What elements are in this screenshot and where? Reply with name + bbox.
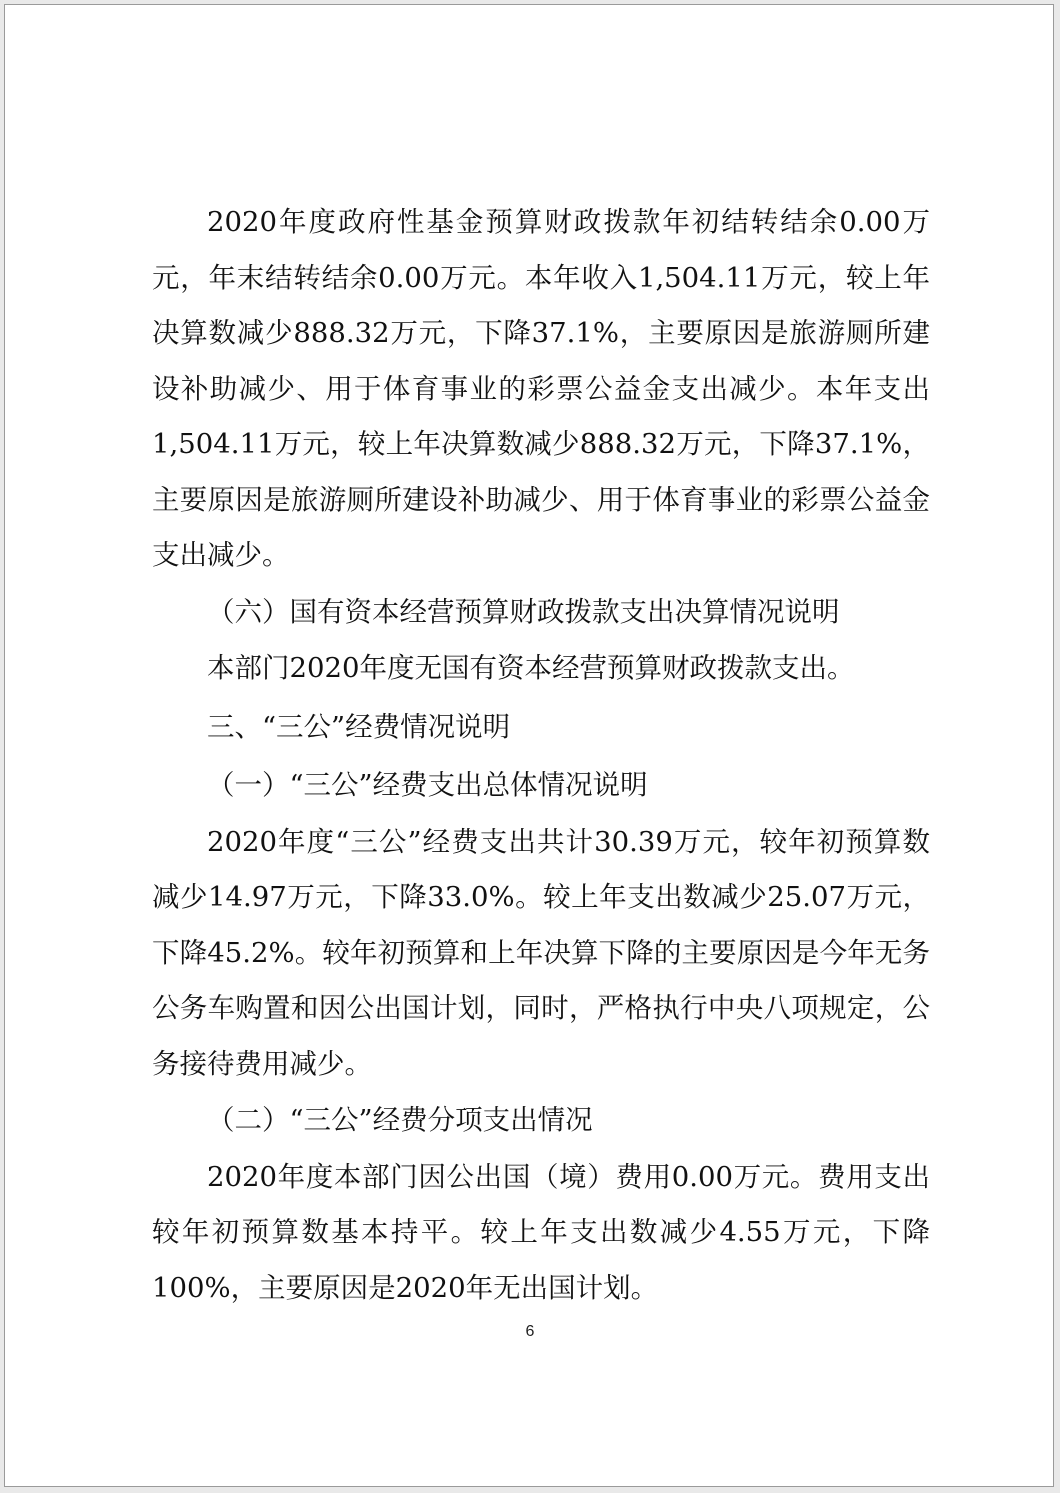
heading-overall-expenses: （一）“三公”经费支出总体情况说明	[207, 769, 648, 801]
document-body	[152, 195, 930, 1316]
heading-three-public-expenses: 三、“三公”经费情况说明	[207, 710, 511, 743]
document-page	[4, 4, 1054, 1487]
paragraph-overseas-travel: 2020年度本部门因公出国（境）费用0.00万元。费用支出较年初预算数基本持平。较上年支出数减少4.55万元，下降100%，主要原因是2020年无出国计划。	[152, 1160, 930, 1304]
heading-itemized-expenses: （二）“三公”经费分项支出情况	[207, 1104, 593, 1136]
heading-state-capital-budget: （六）国有资本经营预算财政拨款支出决算情况说明	[207, 595, 840, 628]
paragraph-overall-expenses: 2020年度“三公”经费支出共计30.39万元，较年初预算数减少14.97万元，下降33.0%。较上年支出数减少25.07万元，下降45.2%。较年初预算和上年决算下降的主要原因是今年无务公务车购置和因公出国计划，同时，严格执行中央八项规定，公务接待费用减少。	[152, 825, 930, 1080]
paragraph-state-capital-budget: 本部门2020年度无国有资本经营预算财政拨款支出。	[207, 652, 855, 684]
paragraph-government-fund-budget: 2020年度政府性基金预算财政拨款年初结转结余0.00万元，年末结转结余0.00万元。本年收入1,504.11万元，较上年决算数减少888.32万元，下降37.1%，主要原因是旅游厕所建设补助减少、用于体育事业的彩票公益金支出减少。本年支出1,504.11万元，较上年决算数减少888.32万元，下降37.1%，主要原因是旅游厕所建设补助减少、用于体育事业的彩票公益金支出减少。	[152, 206, 930, 571]
page-number: 6	[525, 1323, 535, 1340]
